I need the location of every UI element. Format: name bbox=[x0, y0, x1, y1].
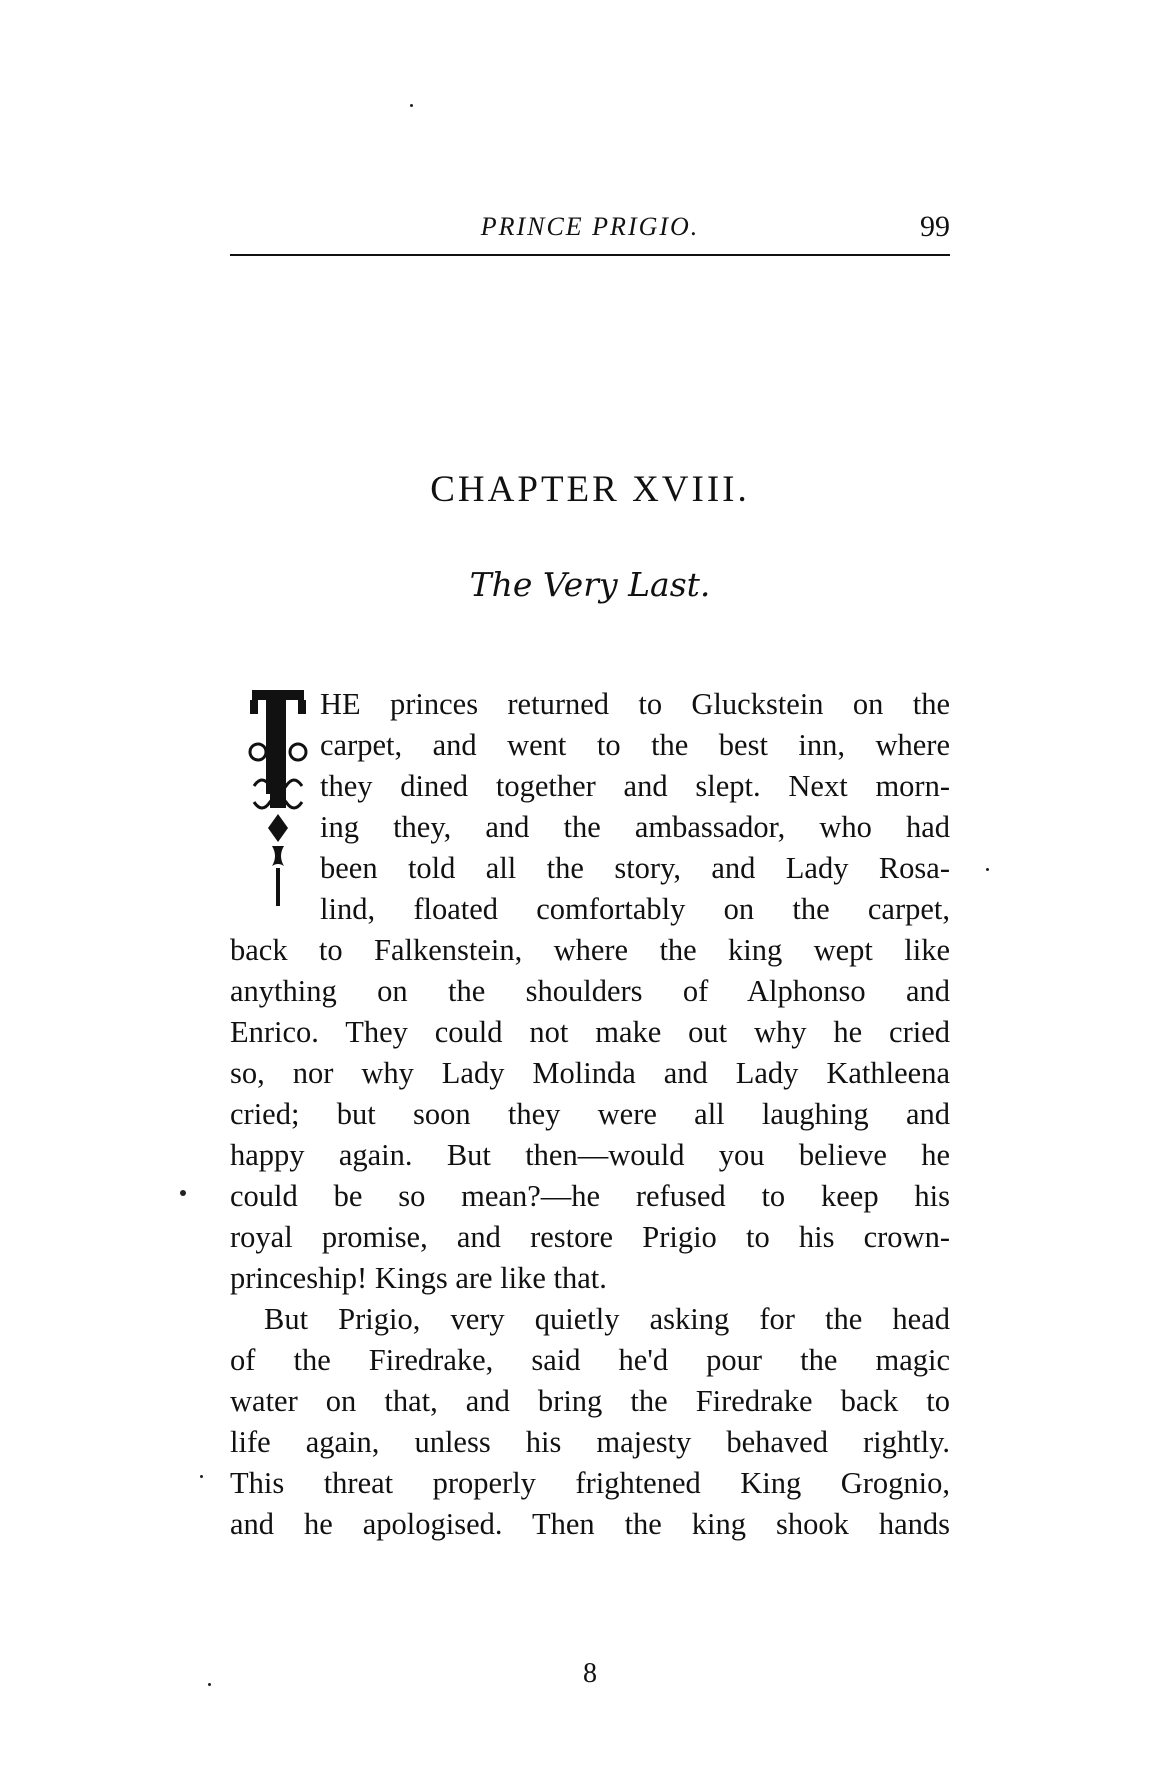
text-line: could be so mean?—he refused to keep his bbox=[230, 1179, 950, 1213]
body-text bbox=[230, 684, 950, 1545]
text-line: This threat properly frightened King Grognio, bbox=[230, 1466, 950, 1500]
text-line: ing they, and the ambassador, who had bbox=[320, 810, 950, 844]
chapter-subtitle: The Very Last. bbox=[469, 565, 711, 604]
text-line: Enrico. They could not make out why he cried bbox=[230, 1015, 950, 1049]
text-line: been told all the story, and Lady Rosa- bbox=[320, 851, 950, 885]
text-line: and he apologised. Then the king shook hands bbox=[230, 1507, 950, 1541]
text-line: carpet, and went to the best inn, where bbox=[320, 728, 950, 762]
chapter-title: CHAPTER XVIII. bbox=[430, 469, 750, 510]
text-line: so, nor why Lady Molinda and Lady Kathleena bbox=[230, 1056, 950, 1090]
text-line: anything on the shoulders of Alphonso and bbox=[230, 974, 950, 1008]
text-line: water on that, and bring the Firedrake back to bbox=[230, 1384, 950, 1418]
running-head bbox=[230, 212, 950, 252]
text-line: cried; but soon they were all laughing and bbox=[230, 1097, 950, 1131]
text-line: royal promise, and restore Prigio to his crown- bbox=[230, 1220, 950, 1254]
scan-speck bbox=[208, 1683, 211, 1686]
text-line: they dined together and slept. Next morn- bbox=[320, 769, 950, 803]
text-line: princeship! Kings are like that. bbox=[230, 1261, 607, 1295]
header-rule bbox=[230, 254, 950, 256]
text-line: HE princes returned to Gluckstein on the bbox=[320, 687, 950, 721]
text-line: happy again. But then—would you believe he bbox=[230, 1138, 950, 1172]
text-line: But Prigio, very quietly asking for the head bbox=[264, 1302, 950, 1336]
text-line: life again, unless his majesty behaved rightly. bbox=[230, 1425, 950, 1459]
scan-speck bbox=[986, 868, 989, 871]
scan-speck bbox=[180, 1190, 186, 1196]
paragraph-2 bbox=[230, 1299, 950, 1545]
scan-speck bbox=[410, 104, 413, 107]
ornamental-dropcap-t-icon bbox=[248, 686, 308, 910]
text-line: of the Firedrake, said he'd pour the magic bbox=[230, 1343, 950, 1377]
text-line: lind, floated comfortably on the carpet, bbox=[320, 892, 950, 926]
paragraph-1 bbox=[230, 684, 950, 1299]
page-number: 99 bbox=[920, 210, 950, 243]
running-title: PRINCE PRIGIO. bbox=[480, 212, 700, 241]
text-line: back to Falkenstein, where the king wept like bbox=[230, 933, 950, 967]
scan-speck bbox=[200, 1475, 203, 1478]
signature-mark: 8 bbox=[583, 1658, 597, 1689]
